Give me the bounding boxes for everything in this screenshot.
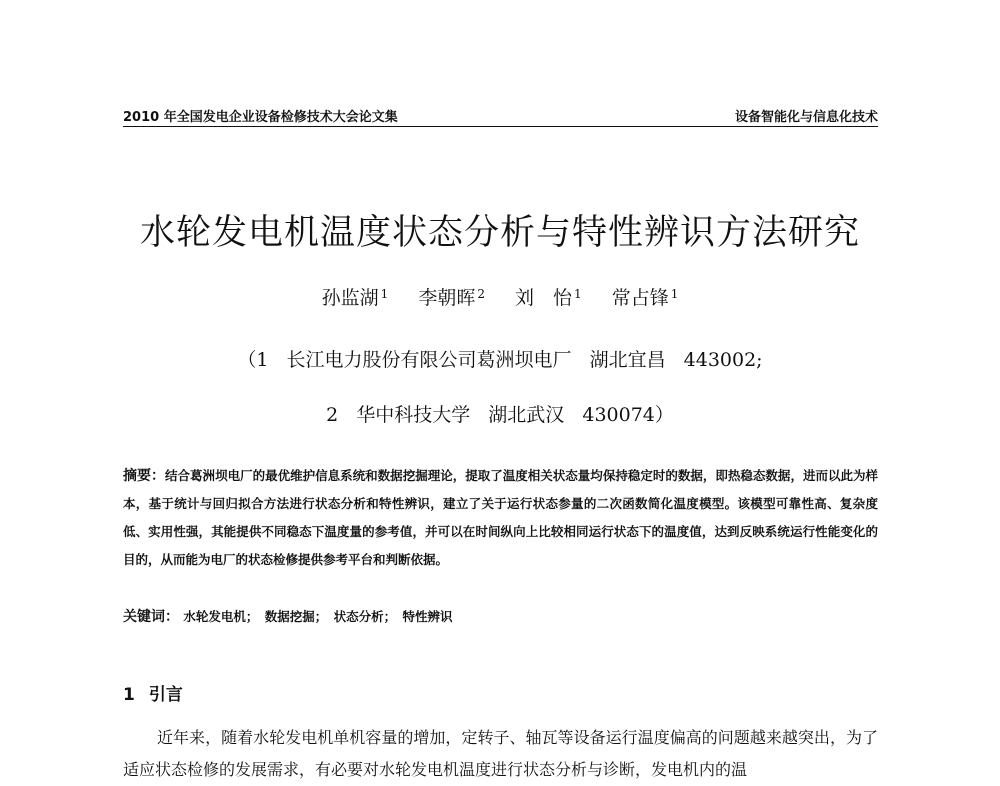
keyword: 水轮发电机； (183, 609, 259, 624)
abstract-label: 摘要： (123, 468, 166, 484)
header-proceedings-title: 2010 年全国发电企业设备检修技术大会论文集 (123, 110, 398, 125)
affiliation-2: 2 华中科技大学 湖北武汉 430074） (326, 404, 674, 426)
abstract-text: 结合葛洲坝电厂的最优维护信息系统和数据挖掘理论，提取了温度相关状态量均保持稳定时的数据，即热稳态数据，进而以此为样本，基于统计与回归拟合方法进行状态分析和特性辨识，建立了关于运行状态参量的二次函数简化温度模型。该模型可靠性高、复杂度低、实用性强，其能提供不同稳态下温度量的参考值，并可以在时间纵向上比较相同运行状态下的温度值，达到反映系统运行性能变化的目的，从而能为电厂的状态检修提供参考平台和判断依据。 (123, 468, 878, 567)
paper-title: 水轮发电机温度状态分析与特性辨识方法研究 (139, 213, 860, 253)
author-list (0, 283, 1000, 310)
keyword: 数据挖掘； (264, 609, 328, 624)
affiliation-1: （1 长江电力股份有限公司葛洲坝电厂 湖北宜昌 443002; (237, 349, 763, 371)
author: 孙监湖 $^1$ (321, 287, 389, 309)
section-heading (123, 680, 183, 705)
abstract (123, 462, 878, 574)
section-title: 引言 (148, 685, 183, 705)
keywords (123, 606, 878, 626)
keyword: 状态分析； (333, 609, 397, 624)
header-section-title: 设备智能化与信息化技术 (734, 110, 878, 125)
running-header (123, 104, 878, 127)
author: 李朝晖 $^2$ (418, 287, 485, 309)
author: 常占锋 $^1$ (611, 287, 679, 309)
section-number: 1 (123, 685, 135, 705)
keywords-label: 关键词： (123, 609, 179, 625)
body-paragraph: 近年来，随着水轮发电机单机容量的增加，定转子、轴瓦等设备运行温度偏高的问题越来越突出，为了适应状态检修的发展需求，有必要对水轮发电机温度进行状态分析与诊断，发电机内的温 (123, 728, 878, 779)
author: 刘 怡 $^1$ (515, 287, 582, 309)
keyword: 特性辨识 (402, 609, 453, 624)
